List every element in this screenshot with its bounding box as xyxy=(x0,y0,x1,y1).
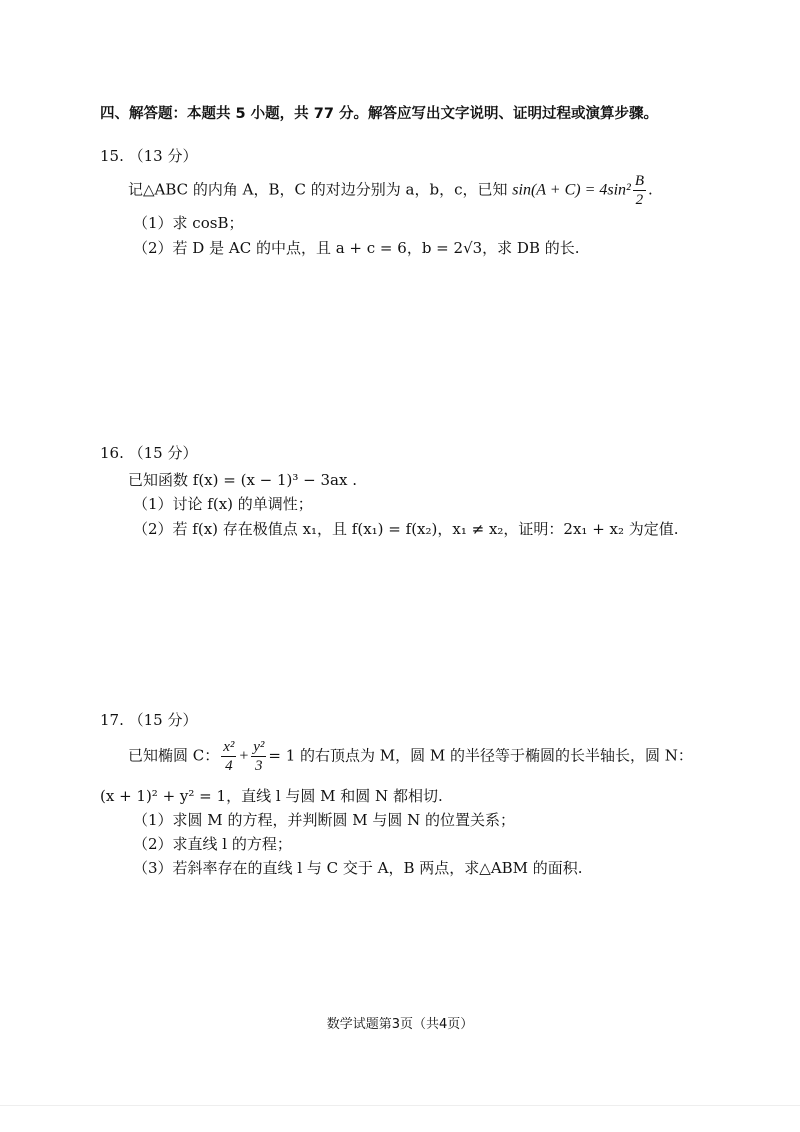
q17-frac2-den: 3 xyxy=(255,758,263,774)
q16-part2: （2）若 f(x) 存在极值点 x₁，且 f(x₁) = f(x₂)，x₁ ≠ x₂，证明：2x₁ + x₂ 为定值. xyxy=(133,520,679,538)
q17-frac2-num: y² xyxy=(253,739,265,755)
q15-part1: （1）求 cosB； xyxy=(133,214,244,232)
q15-stem-fraction xyxy=(633,172,646,209)
q16-head: 16. （15 分） xyxy=(100,444,198,462)
q15-stem xyxy=(128,172,653,209)
q17-stem xyxy=(128,738,693,775)
q15-stem-text: 记△ABC 的内角 A，B，C 的对边分别为 a，b，c，已知 xyxy=(128,180,508,199)
q17-head: 17. （15 分） xyxy=(100,711,198,729)
q17-stem-post: = 1 的右顶点为 M，圆 M 的半径等于椭圆的长半轴长，圆 N： xyxy=(268,746,693,765)
q15-frac-num: B xyxy=(634,173,644,189)
q17-plus: + xyxy=(238,747,250,765)
q17-frac1-num: x² xyxy=(223,739,235,755)
page-footer: 数学试题第3页（共4页） xyxy=(326,1017,474,1032)
q17-stem-pre: 已知椭圆 C： xyxy=(128,746,220,765)
q16-stem: 已知函数 f(x) = (x − 1)³ − 3ax . xyxy=(128,471,357,489)
q15-part2: （2）若 D 是 AC 的中点，且 a + c = 6，b = 2√3，求 DB 的长. xyxy=(133,239,580,257)
q15-frac-den: 2 xyxy=(635,192,644,208)
q15-head: 15. （13 分） xyxy=(100,147,198,165)
q15-stem-end: . xyxy=(648,180,653,199)
section-header: 四、解答题：本题共 5 小题，共 77 分。解答应写出文字说明、证明过程或演算步骤。 xyxy=(100,106,658,122)
q17-part2: （2）求直线 l 的方程； xyxy=(133,835,292,853)
q17-fraction-y xyxy=(251,738,266,775)
bottom-divider xyxy=(0,1105,800,1106)
q16-part1: （1）讨论 f(x) 的单调性； xyxy=(133,495,313,513)
q17-fraction-x xyxy=(221,738,236,775)
q17-part1: （1）求圆 M 的方程，并判断圆 M 与圆 N 的位置关系； xyxy=(133,811,515,829)
q17-stem-line2: (x + 1)² + y² = 1，直线 l 与圆 M 和圆 N 都相切. xyxy=(100,787,443,805)
q15-stem-math: sin(A + C) = 4sin² xyxy=(512,181,631,199)
q17-frac1-den: 4 xyxy=(225,758,233,774)
q17-part3: （3）若斜率存在的直线 l 与 C 交于 A，B 两点，求△ABM 的面积. xyxy=(133,859,583,877)
